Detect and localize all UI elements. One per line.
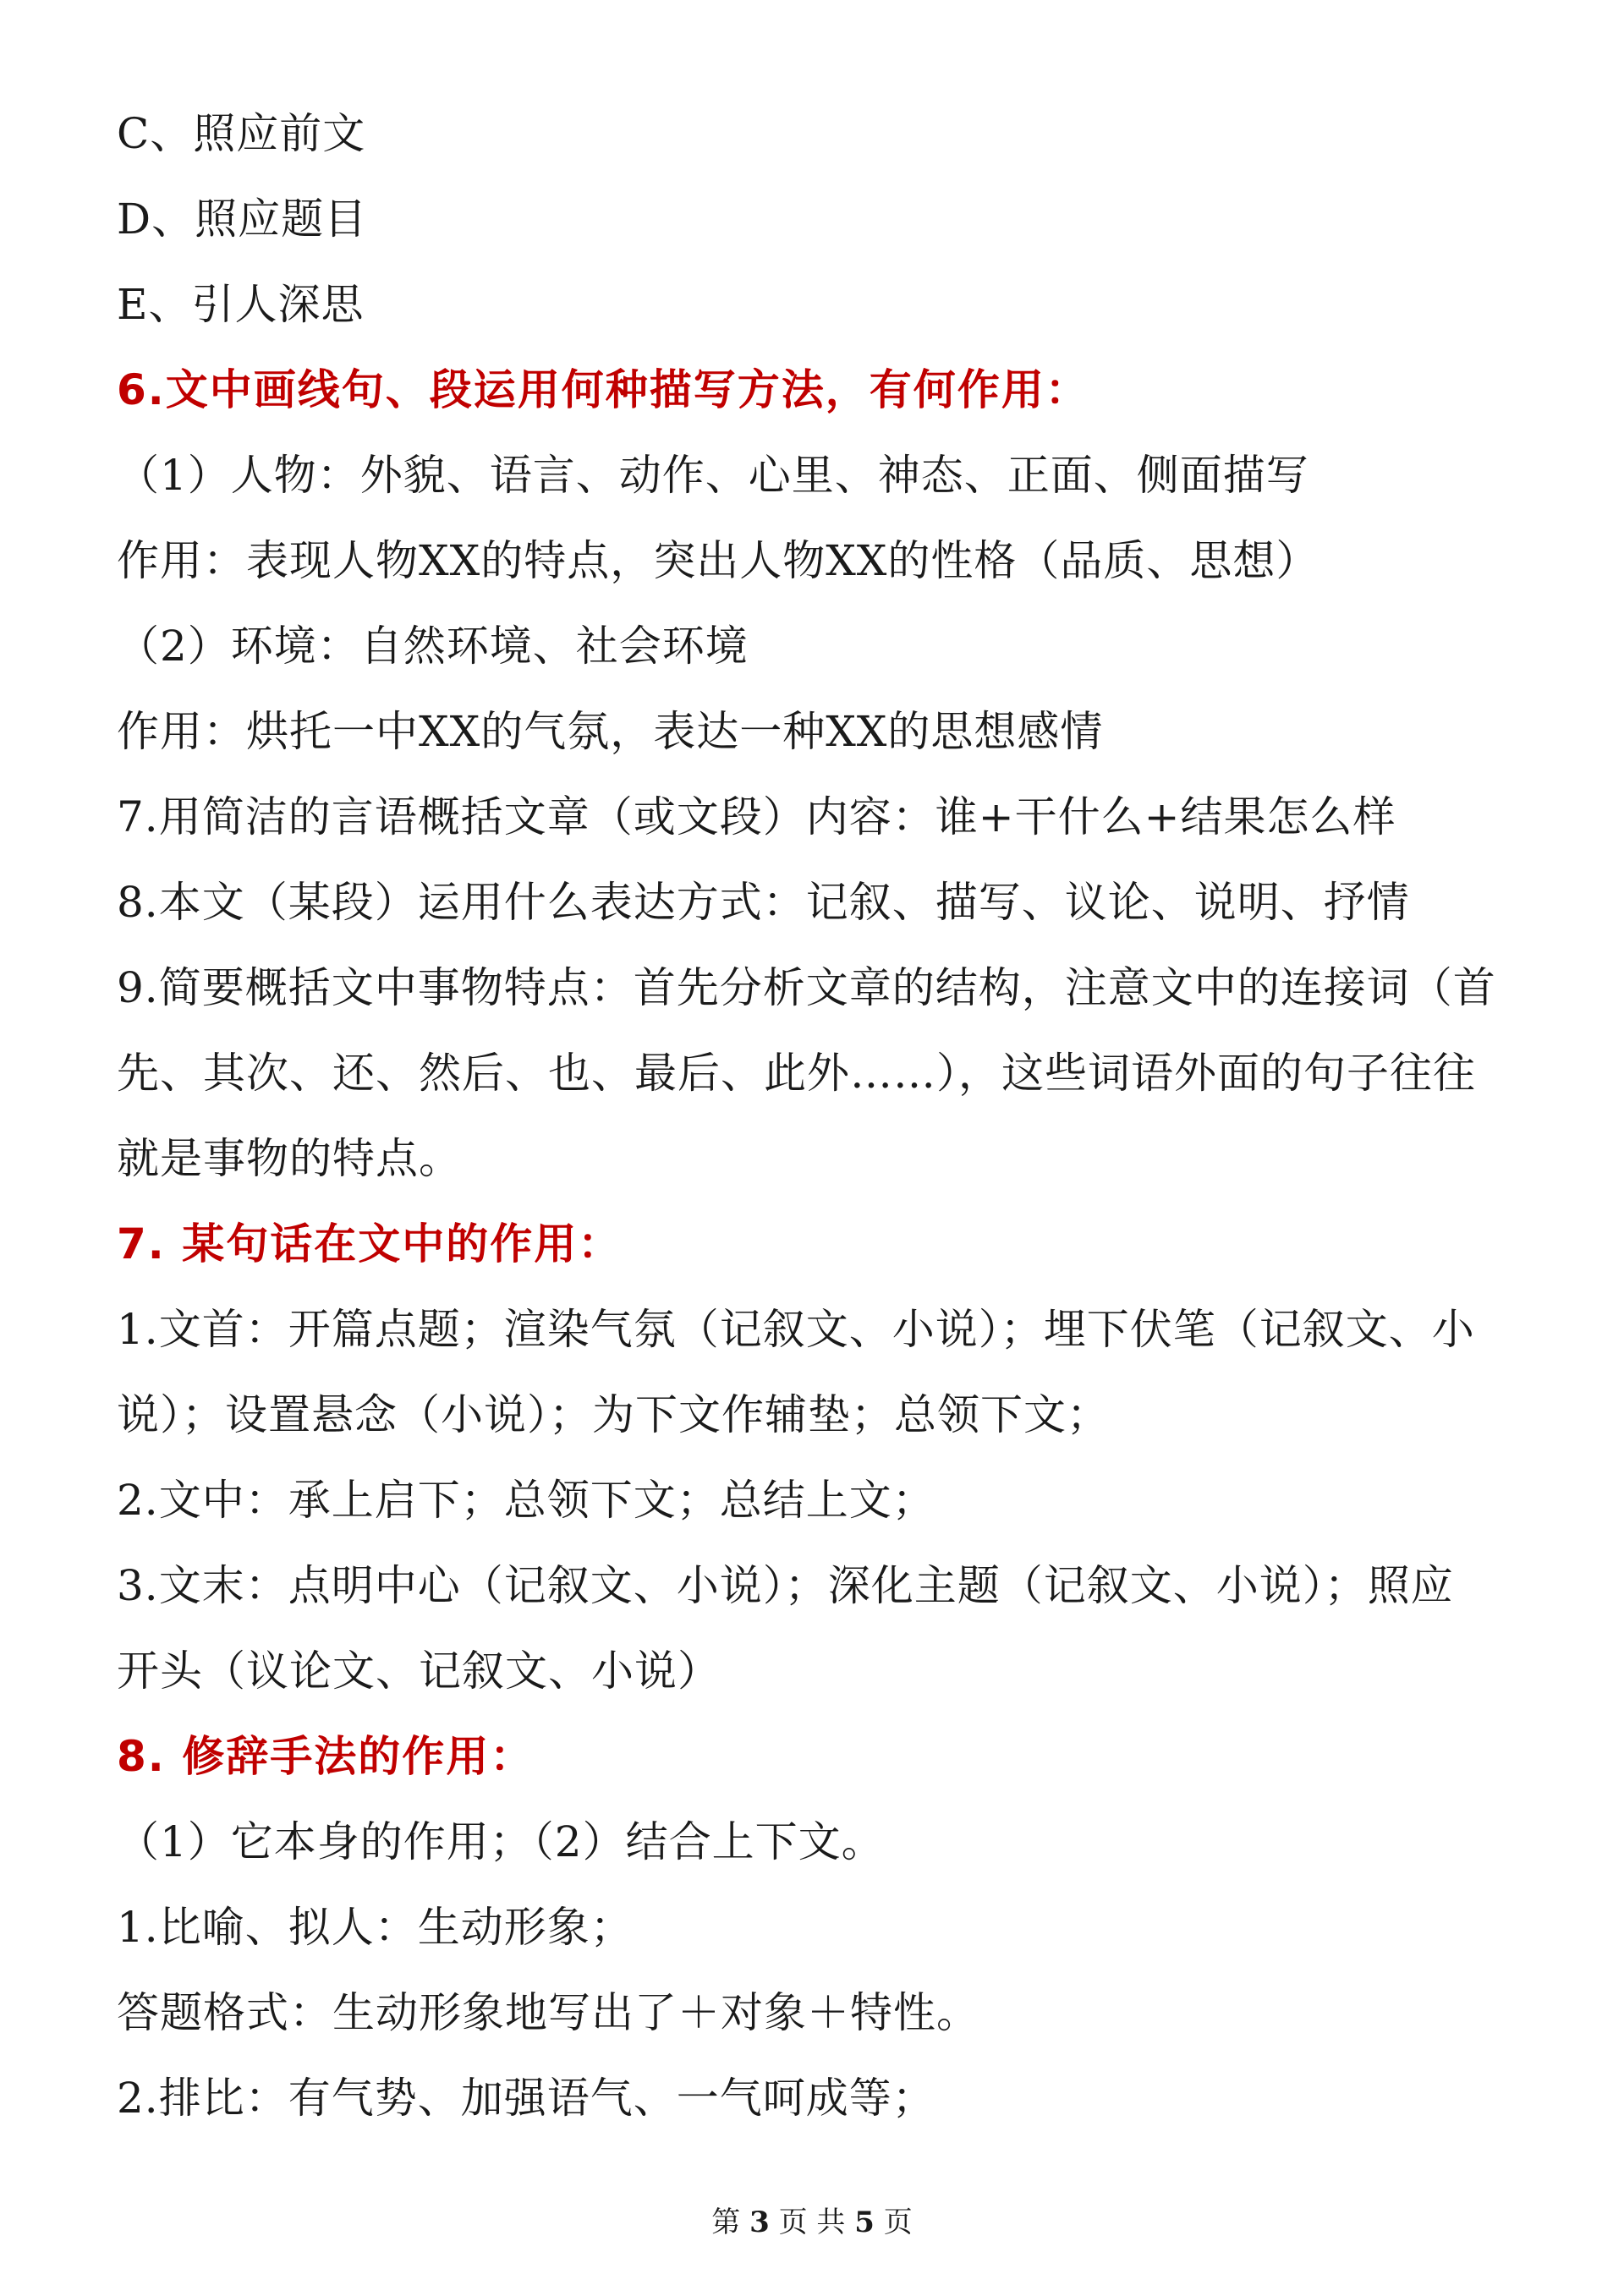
text-line: 1.比喻、拟人：生动形象；: [117, 1903, 634, 1952]
footer-mid: 页 共: [778, 2206, 846, 2239]
text-line: 答题格式：生动形象地写出了＋对象＋特性。: [117, 1988, 979, 2037]
text-line: 就是事物的特点。: [117, 1134, 462, 1183]
text-line: 9.简要概括文中事物特点：首先分析文章的结构，注意文中的连接词（首: [117, 963, 1496, 1012]
text-line: 3.文末：点明中心（记叙文、小说）；深化主题（记叙文、小说）；照应: [117, 1561, 1454, 1610]
text-line: 说）；设置悬念（小说）；为下文作辅垫；总领下文；: [117, 1390, 1110, 1439]
total-page-count: 5: [854, 2206, 875, 2239]
footer-suffix: 页: [883, 2206, 913, 2239]
current-page-number: 3: [749, 2206, 770, 2239]
text-line: 1.文首：开篇点题；渲染气氛（记叙文、小说）；埋下伏笔（记叙文、小: [117, 1305, 1475, 1354]
section-heading-8: 8. 修辞手法的作用：: [117, 1732, 535, 1781]
text-line: 2.文中：承上启下；总领下文；总结上文；: [117, 1476, 935, 1525]
footer-prefix: 第: [711, 2206, 741, 2239]
section-heading-7: 7. 某句话在文中的作用：: [117, 1219, 623, 1269]
option-c: C、照应前文: [117, 109, 366, 158]
text-line: 开头（议论文、记叙文、小说）: [117, 1647, 721, 1696]
text-line: 作用：表现人物XX的特点，突出人物XX的性格（品质、思想）: [117, 536, 1320, 585]
text-line: （1）人物：外貌、语言、动作、心里、神态、正面、侧面描写: [117, 451, 1309, 500]
text-line: （1）它本身的作用；（2）结合上下文。: [117, 1817, 885, 1866]
page-content: [117, 91, 1525, 2141]
option-e: E、引人深思: [117, 280, 365, 329]
text-line: 7.用简洁的言语概括文章（或文段）内容：谁+干什么+结果怎么样: [117, 792, 1396, 841]
page-footer: [0, 2199, 1624, 2240]
text-line: 2.排比：有气势、加强语气、一气呵成等；: [117, 2074, 935, 2123]
section-heading-6: 6.文中画线句、段运用何种描写方法，有何作用：: [117, 365, 1089, 414]
text-line: 作用：烘托一中XX的气氛，表达一种XX的思想感情: [117, 707, 1104, 756]
text-line: 8.本文（某段）运用什么表达方式：记叙、描写、议论、说明、抒情: [117, 878, 1410, 927]
text-line: 先、其次、还、然后、也、最后、此外……），这些词语外面的句子往往: [117, 1049, 1476, 1098]
option-d: D、照应题目: [117, 195, 368, 244]
text-line: （2）环境：自然环境、社会环境: [117, 622, 749, 671]
